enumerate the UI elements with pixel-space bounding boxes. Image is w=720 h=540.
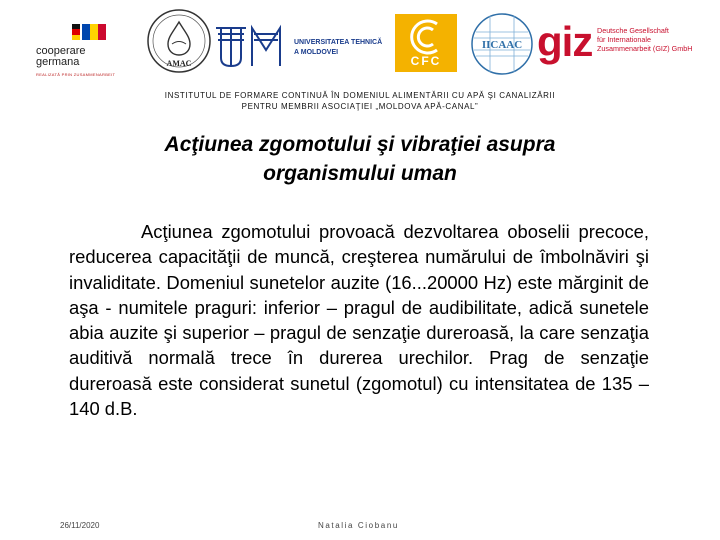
utm-mark-icon (214, 20, 292, 72)
cooperare-text: cooperare (36, 45, 86, 57)
giz-logo (537, 18, 717, 74)
logo-bar (0, 8, 720, 80)
footer-date: 26/11/2020 (60, 521, 100, 530)
footer-author: Natalia Ciobanu (318, 521, 399, 530)
amac-label: AMAC (166, 59, 192, 68)
giz-description: Deutsche Gesellschaft für Internationale Zusammenarbeit (GIZ) GmbH (597, 26, 693, 53)
utm-logo (214, 20, 394, 72)
iicaac-logo (470, 12, 534, 76)
body-paragraph (69, 219, 649, 421)
slide-title (0, 130, 720, 188)
iicaac-label: IICAAC (481, 39, 523, 51)
title-line-2: organismului uman (263, 162, 457, 185)
institute-header (0, 90, 720, 112)
cfc-swirl-icon (395, 16, 457, 58)
cfc-label: CFC (410, 54, 442, 68)
cfc-logo (395, 14, 457, 72)
utm-name: UNIVERSITATEA TEHNICĂ A MOLDOVEI (294, 39, 383, 56)
giz-mark: giz (537, 18, 593, 65)
germana-text: germana (36, 56, 80, 68)
body-text: Acţiunea zgomotului provoacă dezvoltarea oboselii precoce, reducerea capacităţii de muncă, creşterea numărului de îmbolnăviri şi invaliditate. Domeniul sunetelor auzite (16...20000 Hz) este mărginit de aşa - numitele praguri: inferior – pragul de audibilitate, adică sunetele abia auzite şi superior – pragul de senzaţie dureroasă, la care senzaţia auditivă normală trece în durerea urechilor. Prag de senzaţie dureroasă este considerat sunetul (zgomotul) cu intensitatea de 135 – 140 d.B. (69, 221, 649, 420)
cooperare-germana-logo (36, 22, 126, 84)
germany-flag-icon (72, 24, 80, 40)
title-line-1: Acţiunea zgomotului şi vibraţiei asupra (164, 133, 556, 156)
institute-line-1: INSTITUTUL DE FORMARE CONTINUĂ ÎN DOMENIUL ALIMENTĂRII CU APĂ ŞI CANALIZĂRII (164, 91, 556, 100)
cooperare-subtext: REALIZATĂ PRIN ZUSAMMENARBEIT (36, 72, 116, 77)
amac-logo (146, 8, 212, 74)
moldova-flag-icon (82, 24, 106, 40)
institute-line-2: PENTRU MEMBRII ASOCIAŢIEI „MOLDOVA APĂ-CANAL” (241, 102, 479, 111)
